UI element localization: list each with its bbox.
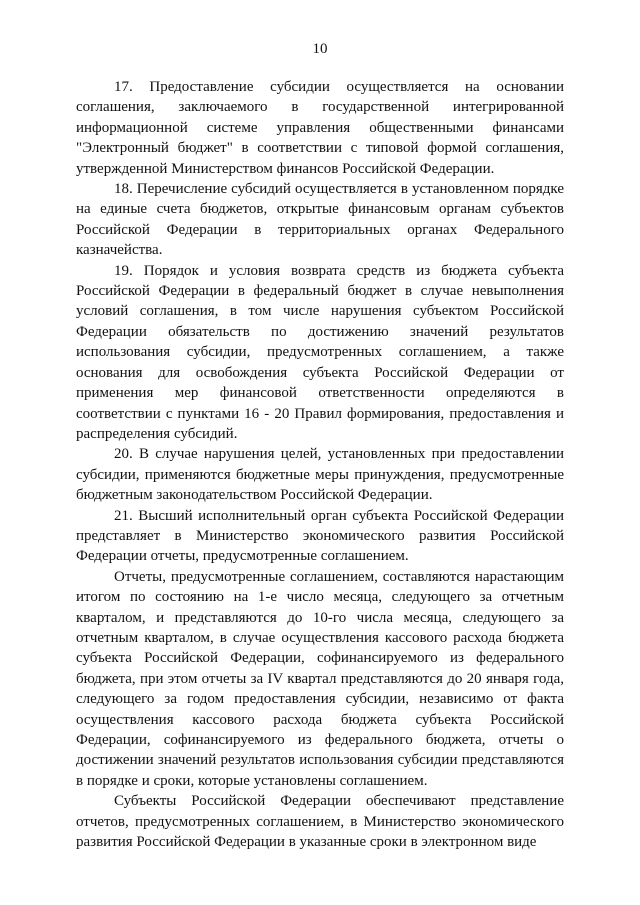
document-body <box>76 77 564 852</box>
page-number: 10 <box>312 41 328 57</box>
paragraph-19: 19. Порядок и условия возврата средств из бюджета субъекта Российской Федерации в федеральный бюджет в случае невыполнения условий соглашения, в том числе нарушения субъектом Российской Федерации обязательств по достижению значений результатов использования субсидии, предусмотренных соглашением, а также основания для освобождения субъекта Российской Федерации от применения мер финансовой ответственности определяются в соответствии с пунктами 16 - 20 Правил формирования, предоставления и распределения субсидий. <box>76 262 564 442</box>
paragraph-20: 20. В случае нарушения целей, установленных при предоставлении субсидии, применяются бюджетные меры принуждения, предусмотренные бюджетным законодательством Российской Федерации. <box>76 446 564 504</box>
paragraph-21: 21. Высший исполнительный орган субъекта Российской Федерации представляет в Министерство экономического развития Российской Федерации отчеты, предусмотренные соглашением. <box>76 507 564 565</box>
paragraph-reports-submission: Субъекты Российской Федерации обеспечивают представление отчетов, предусмотренных соглашением, в Министерство экономического развития Российской Федерации в указанные сроки в электронном виде <box>76 793 564 851</box>
paragraph-reports-schedule: Отчеты, предусмотренные соглашением, составляются нарастающим итогом по состоянию на 1-е число месяца, следующего за отчетным кварталом, и представляются до 10-го числа месяца, следующего за отчетным кварталом, в случае осуществления кассового расхода бюджета субъекта Российской Федерации, софинансируемого из федерального бюджета, при этом отчеты за IV квартал представляются до 20 января года, следующего за годом предоставления субсидии, независимо от факта осуществления кассового расхода бюджета субъекта Российской Федерации, софинансируемого из федерального бюджета, отчеты о достижении значений результатов использования субсидии представляются в порядке и сроки, которые установлены соглашением. <box>76 568 564 789</box>
paragraph-17: 17. Предоставление субсидии осуществляется на основании соглашения, заключаемого в государственной интегрированной информационной системе управления общественными финансами "Электронный бюджет" в соответствии с типовой формой соглашения, утвержденной Министерством финансов Российской Федерации. <box>76 79 564 177</box>
paragraph-18: 18. Перечисление субсидий осуществляется в установленном порядке на единые счета бюджетов, открытые финансовым органам субъектов Российской Федерации в территориальных органах Федерального казначейства. <box>76 181 564 259</box>
